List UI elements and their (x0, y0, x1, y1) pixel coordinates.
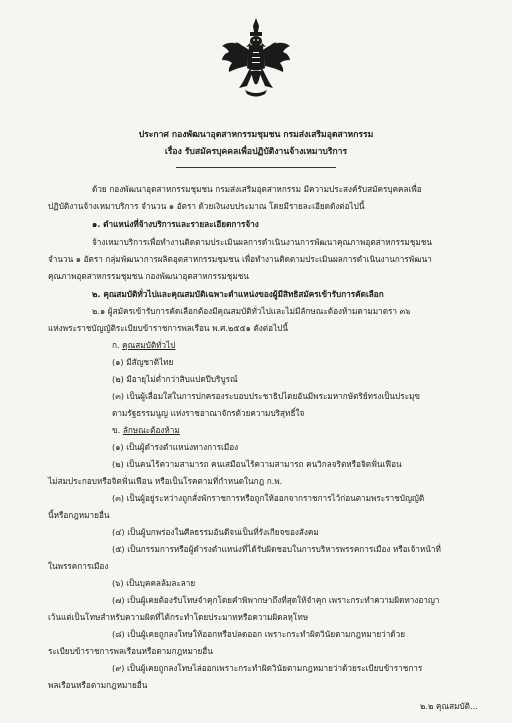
title-divider (176, 167, 336, 168)
intro-line-2: ปฏิบัติงานจ้างเหมาบริการ จำนวน ๑ อัตรา ด้วยเงินงบประมาณ โดยมีรายละเอียดดังต่อไปนี้ (48, 201, 365, 211)
section2-heading: ๒. คุณสมบัติทั่วไปและคุณสมบัติเฉพาะตำแหน่งของผู้มีสิทธิสมัครเข้ารับการคัดเลือก (92, 289, 384, 299)
part-b-item: (๘) เป็นผู้เคยถูกลงโทษให้ออกหรือปลดออก เพราะกระทำผิดวินัยตามกฎหมายว่าด้วย (112, 629, 406, 639)
continuation-note: ๒.๒ คุณสมบัติ... (420, 701, 478, 711)
part-b-item: (๖) เป็นบุคคลล้มละลาย (112, 578, 196, 588)
part-a-item: (๒) มีอายุไม่ต่ำกว่าสิบแปดปีบริบูรณ์ (112, 374, 238, 384)
section1-line: คุณภาพอุตสาหกรรมชุมชน กองพัฒนาอุตสาหกรรมชุมชน (48, 271, 249, 281)
part-b-item: นี้หรือกฎหมายอื่น (48, 510, 110, 520)
section2-subline: แห่งพระราชบัญญัติระเบียบข้าราชการพลเรือน พ.ศ.๒๕๕๑ ดังต่อไปนี้ (48, 323, 288, 333)
announcement-title: ประกาศ กองพัฒนาอุตสาหกรรมชุมชน กรมส่งเสริมอุตสาหกรรม (138, 130, 374, 140)
part-b-item: (๗) เป็นผู้เคยต้องรับโทษจำคุกโดยคำพิพากษาถึงที่สุดให้จำคุก เพราะกระทำความผิดทางอาญา (112, 595, 440, 605)
part-a-title: คุณสมบัติทั่วไป (122, 340, 176, 350)
part-a-item: (๓) เป็นผู้เลื่อมใสในการปกครองระบอบประชาธิปไตยอันมีพระมหากษัตริย์ทรงเป็นประมุข (112, 391, 421, 401)
part-b-item: พลเรือนหรือตามกฎหมายอื่น (48, 680, 148, 690)
part-a-item: ตามรัฐธรรมนูญ แห่งราชอาณาจักรด้วยความบริสุทธิ์ใจ (112, 408, 305, 418)
part-a-heading (112, 340, 175, 350)
part-b-item: ไม่สมประกอบหรือจิตฟั่นเฟือน หรือเป็นโรคตามที่กำหนดในกฎ ก.พ. (48, 476, 283, 486)
part-b-label: ข. (112, 425, 121, 435)
section1-heading: ๑. ตำแหน่งที่จ้างบริการและรายละเอียดการจ้าง (92, 219, 259, 229)
part-b-title: ลักษณะต้องห้าม (122, 425, 180, 435)
section1-line: จำนวน ๑ อัตรา กลุ่มพัฒนาการผลิตอุตสาหกรรมชุมชน เพื่อทำงานติดตามประเมินผลการดำเนินงานการพัฒนา (48, 254, 432, 264)
part-b-item: (๑) เป็นผู้ดำรงตำแหน่งทางการเมือง (112, 442, 239, 452)
section2-subline: ๒.๑ ผู้สมัครเข้ารับการคัดเลือกต้องมีคุณสมบัติทั่วไปและไม่มีลักษณะต้องห้ามตามมาตรา ๓๖ (92, 306, 411, 316)
part-a-item: (๑) มีสัญชาติไทย (112, 357, 174, 367)
section1-line: จ้างเหมาบริการเพื่อทำงานติดตามประเมินผลการดำเนินงานการพัฒนาคุณภาพอุตสาหกรรมชุมชน (92, 237, 432, 247)
part-b-item: (๕) เป็นกรรมการหรือผู้ดำรงตำแหน่งที่ได้รับผิดชอบในการบริหารพรรคการเมือง หรือเจ้าหน้าที่ (112, 544, 441, 554)
part-a-label: ก. (112, 340, 120, 350)
part-b-item: (๓) เป็นผู้อยู่ระหว่างถูกสั่งพักราชการหรือถูกให้ออกจากราชการไว้ก่อนตามพระราชบัญญัติ (112, 493, 425, 503)
announcement-subject: เรื่อง รับสมัครบุคคลเพื่อปฏิบัติงานจ้างเหมาบริการ (164, 147, 348, 157)
part-b-heading (112, 425, 180, 435)
part-b-item: เว้นแต่เป็นโทษสำหรับความผิดที่ได้กระทำโดยประมาทหรือความผิดลหุโทษ (48, 612, 309, 622)
part-b-item: ในพรรคการเมือง (48, 561, 109, 571)
part-b-item: (๒) เป็นคนไร้ความสามารถ คนเสมือนไร้ความสามารถ คนวิกลจริตหรือจิตฟั่นเฟือน (112, 459, 402, 469)
part-b-item: (๔) เป็นผู้บกพร่องในศีลธรรมอันดีจนเป็นที่รังเกียจของสังคม (112, 527, 319, 537)
part-b-item: ระเบียบข้าราชการพลเรือนหรือตามกฎหมายอื่น (48, 646, 213, 656)
part-b-item: (๙) เป็นผู้เคยถูกลงโทษไล่ออกเพราะกระทำผิดวินัยตามกฎหมายว่าด้วยระเบียบข้าราชการ (112, 663, 423, 673)
intro-line-1: ด้วย กองพัฒนาอุตสาหกรรมชุมชน กรมส่งเสริมอุตสาหกรรม มีความประสงค์รับสมัครบุคคลเพื่อ (92, 184, 422, 194)
garuda-emblem-icon (219, 16, 293, 100)
